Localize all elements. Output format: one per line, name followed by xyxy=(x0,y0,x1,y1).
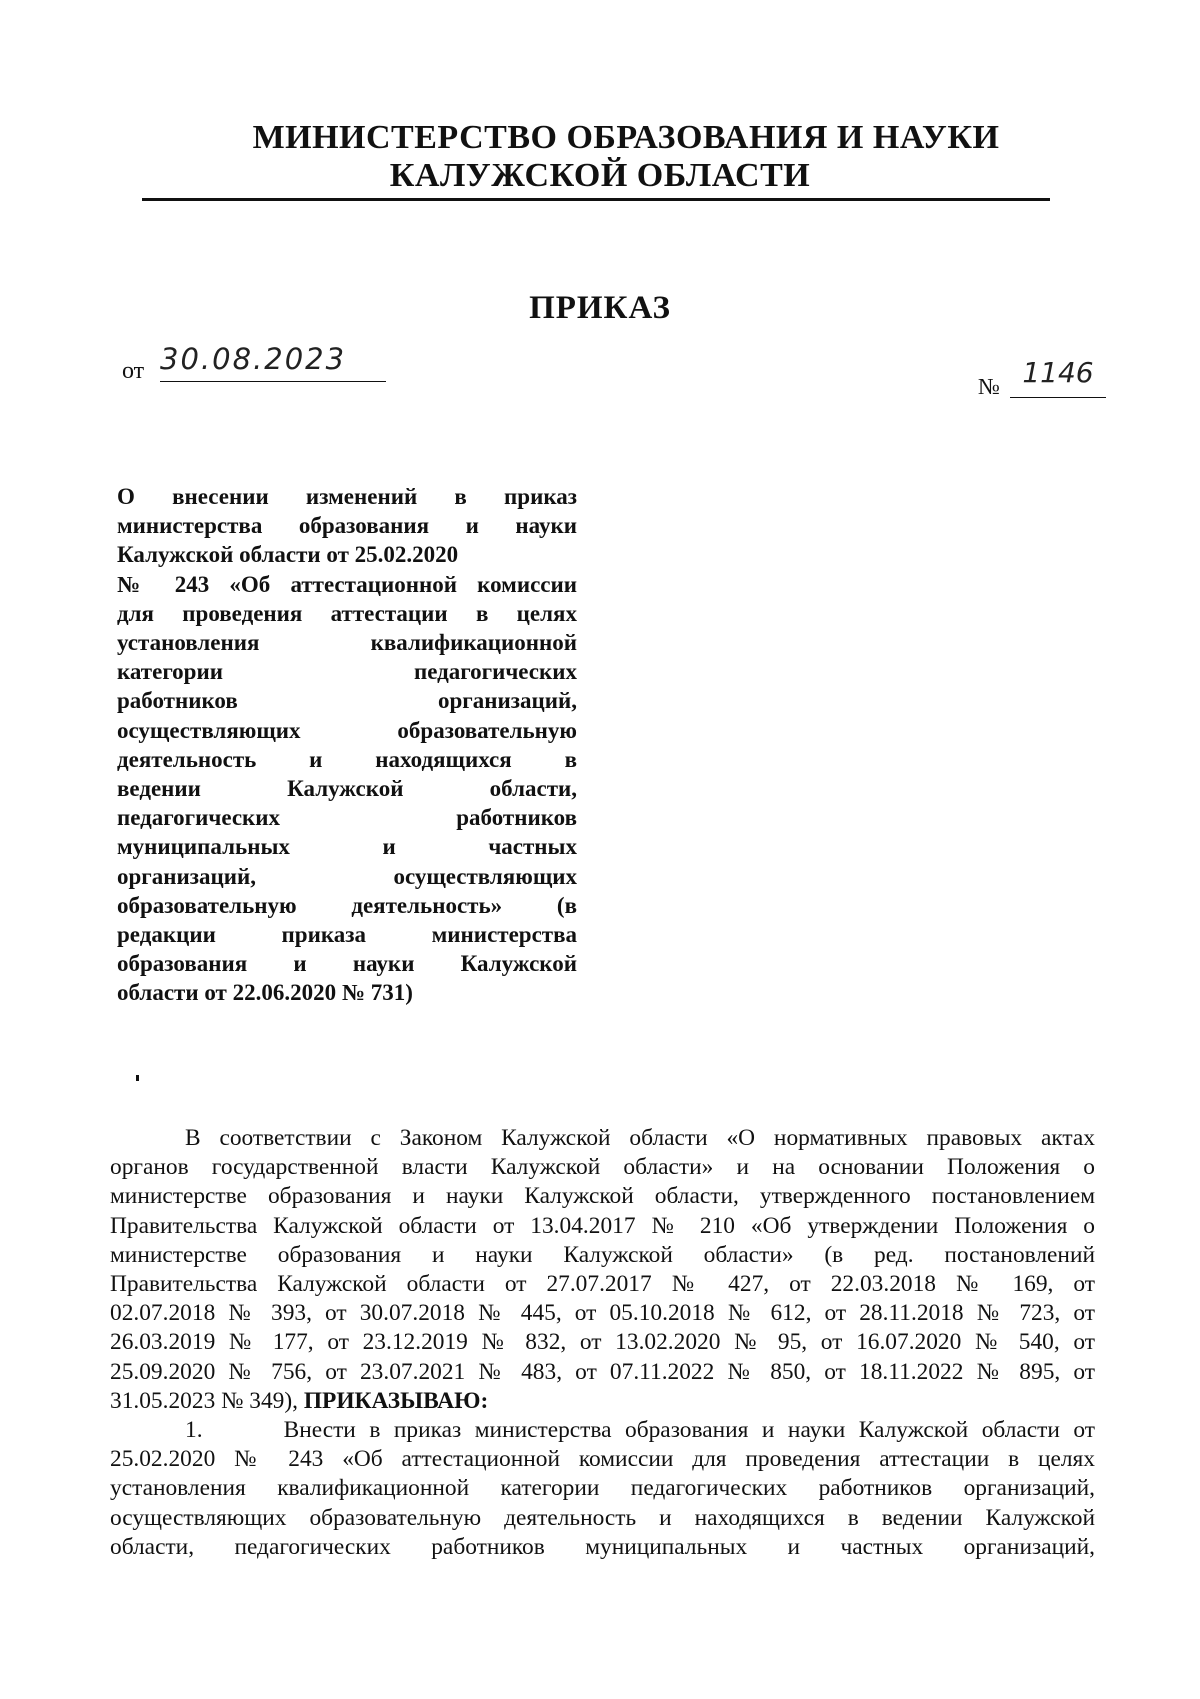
body-line: 02.07.2018 № 393, от 30.07.2018 № 445, от 05.10.2018 № 612, от 28.11.2018 № 723, от xyxy=(110,1300,1095,1327)
item-number: 1. xyxy=(185,1417,203,1444)
date-label: от xyxy=(122,358,145,384)
body-line: министерстве образования и науки Калужской области, утвержденного постановлением xyxy=(110,1183,1095,1210)
order-body xyxy=(110,1124,1095,1562)
body-line: 25.09.2020 № 756, от 23.07.2021 № 483, от 07.11.2022 № 850, от 18.11.2022 № 895, от xyxy=(110,1358,1095,1385)
body-line-last xyxy=(110,1387,1095,1416)
subject-line: педагогических работников xyxy=(117,805,577,831)
subject-line: образовательную деятельность» (в xyxy=(117,892,577,918)
body-line: области, педагогических работников муниципальных и частных организаций, xyxy=(110,1533,1095,1560)
order-title: ПРИКАЗ xyxy=(529,290,671,326)
subject-line: О внесении изменений в приказ xyxy=(117,484,577,509)
subject-line: установления квалификационной xyxy=(117,630,577,656)
ministry-name-line-2: КАЛУЖСКОЙ ОБЛАСТИ xyxy=(389,157,811,194)
scan-speck xyxy=(136,1075,139,1081)
header-divider xyxy=(142,198,1050,201)
subject-line: осуществляющих образовательную xyxy=(117,717,577,743)
subject-line: области от 22.06.2020 № 731) xyxy=(117,980,413,1006)
body-line: 25.02.2020 № 243 «Об аттестационной комиссии для проведения аттестации в целях xyxy=(110,1446,1095,1473)
subject-line: редакции приказа министерства xyxy=(117,922,577,948)
subject-line: Калужской области от 25.02.2020 xyxy=(117,542,459,568)
body-line: осуществляющих образовательную деятельность и находящихся в ведении Калужской xyxy=(110,1504,1095,1531)
body-line: органов государственной власти Калужской области» и на основании Положения о xyxy=(110,1154,1095,1181)
order-number: 1146 xyxy=(1010,356,1106,398)
item-line-text: Внести в приказ министерства образования и науки Калужской области от xyxy=(283,1417,1095,1444)
subject-line: деятельность и находящихся в xyxy=(117,746,577,772)
subject-line: для проведения аттестации в целях xyxy=(117,600,577,626)
item-1-first-line xyxy=(110,1416,1095,1445)
subject-line: работников организаций, xyxy=(117,688,577,714)
body-line-text: 31.05.2023 № 349), xyxy=(110,1387,298,1414)
body-line: установления квалификационной категории педагогических работников организаций, xyxy=(110,1475,1095,1502)
subject-line: министерства образования и науки xyxy=(117,513,577,539)
body-line: 26.03.2019 № 177, от 23.12.2019 № 832, от 13.02.2020 № 95, от 16.07.2020 № 540, от xyxy=(110,1329,1095,1356)
body-line: Правительства Калужской области от 13.04.2017 № 210 «Об утверждении Положения о xyxy=(110,1212,1095,1239)
subject-line: образования и науки Калужской xyxy=(117,951,577,977)
body-line: В соответствии с Законом Калужской области «О нормативных правовых актах xyxy=(185,1125,1095,1151)
order-directive: ПРИКАЗЫВАЮ: xyxy=(303,1387,489,1414)
body-line: Правительства Калужской области от 27.07.2017 № 427, от 22.03.2018 № 169, от xyxy=(110,1271,1095,1298)
order-subject xyxy=(117,482,577,1008)
order-date: 30.08.2023 xyxy=(160,342,386,382)
body-line: министерстве образования и науки Калужской области» (в ред. постановлений xyxy=(110,1241,1095,1268)
subject-line: № 243 «Об аттестационной комиссии xyxy=(117,571,577,597)
subject-line: категории педагогических xyxy=(117,659,577,685)
subject-line: организаций, осуществляющих xyxy=(117,863,577,889)
number-label: № xyxy=(978,374,1000,399)
subject-line: ведении Калужской области, xyxy=(117,776,577,802)
subject-line: муниципальных и частных xyxy=(117,834,577,860)
ministry-name-line-1: МИНИСТЕРСТВО ОБРАЗОВАНИЯ И НАУКИ xyxy=(252,119,1000,156)
